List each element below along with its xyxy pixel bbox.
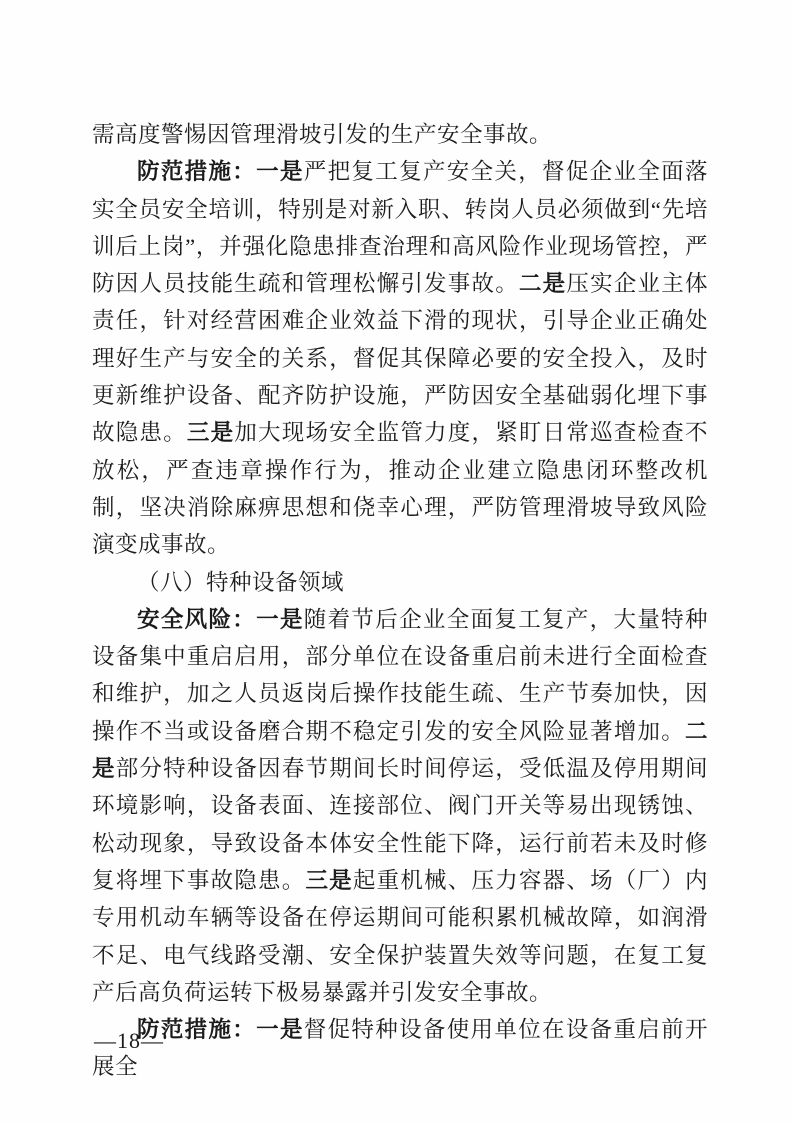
paragraph-prevention-measures-management — [92, 153, 708, 563]
body-text-segment: 随着节后企业全面复工复产，大量特种设备集中重启启用，部分单位在设备重启前未进行全面检查和维护，加之人员返岗后操作技能生疏、生产节奏加快，因操作不当或设备磨合期不稳定引发的安全风险显著增加。 — [92, 606, 708, 744]
body-text-segment: 督促特种设备使用单位在设备重启前开展全 — [92, 1017, 708, 1080]
heading-text: （八）特种设备领域 — [137, 569, 345, 595]
body-text-segment: 加大现场安全监管力度，紧盯日常巡查检查不放松，严查违章操作行为，推动企业建立隐患闭环整改机制，坚决消除麻痹思想和侥幸心理，严防管理滑坡导致风险演变成事故。 — [92, 420, 708, 558]
bold-label-segment: 防范措施：一是 — [137, 1017, 304, 1043]
paragraph-intro-continuation — [92, 116, 708, 153]
paragraph-safety-risks-special-equipment — [92, 601, 708, 1011]
bold-label-segment: 二是 — [518, 271, 567, 297]
document-body — [92, 116, 708, 1086]
bold-label-segment: 三是 — [186, 420, 235, 446]
body-text-segment: 严把复工复产安全关，督促企业全面落实全员安全培训，特别是对新入职、转岗人员必须做到“先培训后上岗”，并强化隐患排查治理和高风险作业现场管控，严防因人员技能生疏和管理松懈引发事故。 — [92, 159, 708, 297]
section-heading-special-equipment — [92, 564, 708, 601]
page-number: —18— — [94, 1028, 164, 1053]
paragraph-prevention-measures-special-equipment — [92, 1011, 708, 1086]
body-text-segment: 压实企业主体责任，针对经营困难企业效益下滑的现状，引导企业正确处理好生产与安全的关系，督促其保障必要的安全投入，及时更新维护设备、配齐防护设施，严防因安全基础弱化埋下事故隐患。 — [92, 271, 708, 446]
body-text-segment: 起重机械、压力容器、场（厂）内专用机动车辆等设备在停运期间可能积累机械故障，如润滑不足、电气线路受潮、安全保护装置失效等问题，在复工复产后高负荷运转下极易暴露并引发安全事故。 — [92, 867, 708, 1005]
bold-label-segment: 三是 — [305, 867, 353, 893]
bold-label-segment: 安全风险：一是 — [137, 606, 304, 632]
body-text-segment: 部分特种设备因春节期间长时间停运，受低温及停用期间环境影响，设备表面、连接部位、阀门开关等易出现锈蚀、松动现象，导致设备本体安全性能下降，运行前若未及时修复将埋下事故隐患。 — [92, 756, 708, 893]
body-text-segment: 需高度警惕因管理滑坡引发的生产安全事故。 — [92, 122, 553, 147]
bold-label-segment: 防范措施：一是 — [137, 159, 304, 185]
bold-label-segment: 二是 — [92, 718, 708, 782]
